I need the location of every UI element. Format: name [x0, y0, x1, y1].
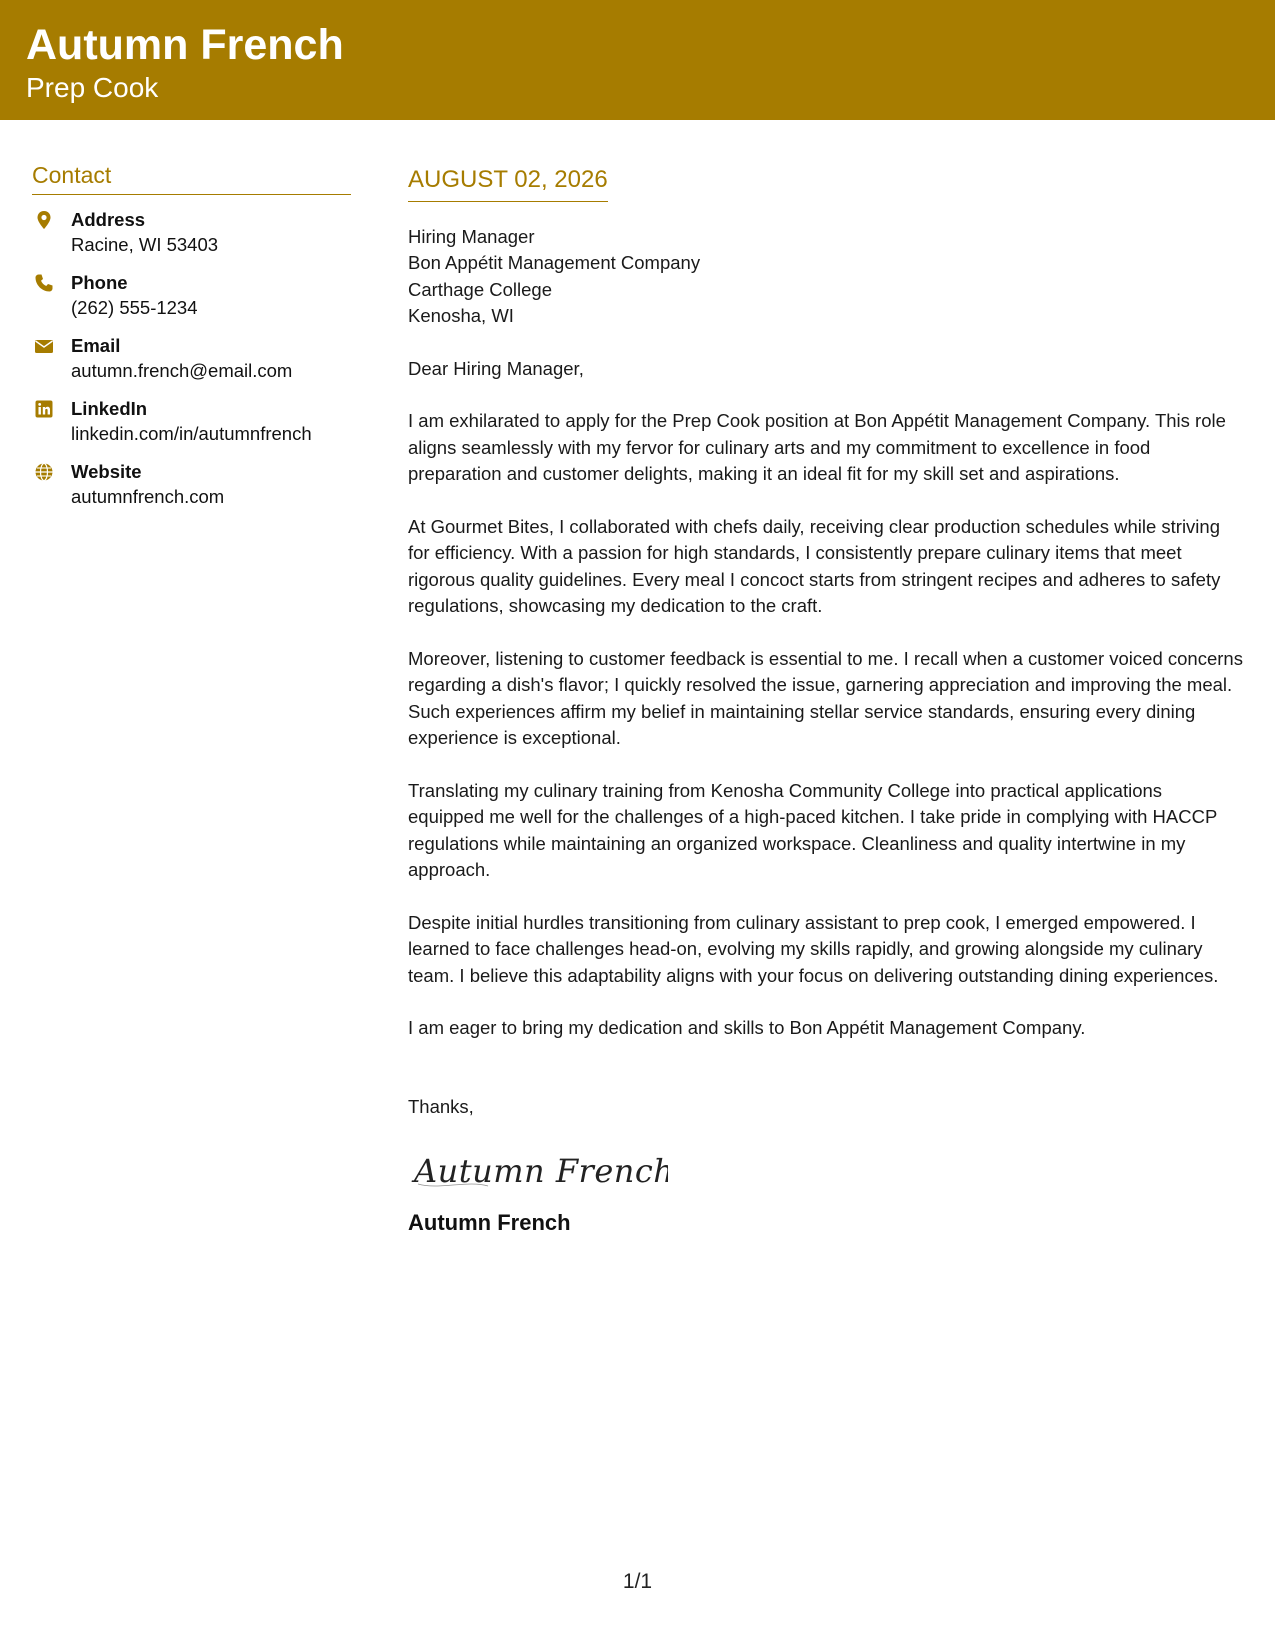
contact-label: Phone — [71, 271, 128, 293]
letter-paragraph: At Gourmet Bites, I collaborated with chefs daily, receiving clear production schedules while striving for efficiency. With a passion for high standards, I consistently prepare culinary items that meet rigorous quality guidelines. Every meal I concoct starts from stringent recipes and adheres to safety regulations, showcasing my dedication to the craft. — [408, 515, 1221, 617]
linkedin-value[interactable]: linkedin.com/in/autumnfrench — [71, 422, 312, 444]
letter-body — [408, 166, 1243, 1236]
linkedin-icon — [34, 399, 54, 419]
contact-item-website — [32, 459, 352, 522]
contact-label: Address — [71, 208, 146, 230]
email-value[interactable]: autumn.french@email.com — [71, 359, 293, 381]
globe-icon — [34, 462, 54, 482]
page-number: 1/1 — [622, 1570, 653, 1593]
recipient-line: Bon Appétit Management Company — [408, 252, 701, 274]
contact-label: Website — [71, 460, 142, 482]
salutation: Dear Hiring Manager, — [408, 357, 584, 379]
recipient-line: Kenosha, WI — [408, 305, 514, 327]
handwritten-signature — [408, 1140, 668, 1200]
contact-item-linkedin — [32, 396, 352, 459]
svg-text:Autumn French: Autumn French — [414, 1152, 668, 1191]
contact-heading: Contact — [32, 162, 351, 195]
recipient-line: Carthage College — [408, 278, 552, 300]
letter-paragraph: Moreover, listening to customer feedback is essential to me. I recall when a customer voiced concerns regarding a dish's flavor; I quickly resolved the issue, garnering appreciation and improving the meal. Such experiences affirm my belief in maintaining stellar service standards, ensuring every dining experience is exceptional. — [408, 647, 1243, 749]
applicant-name: Autumn French — [26, 21, 344, 69]
location-pin-icon — [34, 210, 54, 230]
header-banner — [0, 0, 1275, 120]
contact-item-email — [32, 333, 352, 396]
website-value[interactable]: autumnfrench.com — [71, 485, 225, 507]
contact-label: LinkedIn — [71, 397, 148, 419]
contact-list — [32, 207, 352, 522]
envelope-icon — [34, 336, 54, 356]
contact-sidebar — [32, 162, 352, 522]
letter-date: AUGUST 02, 2026 — [408, 166, 608, 202]
applicant-job-title: Prep Cook — [26, 72, 159, 103]
signer-name: Autumn French — [408, 1210, 571, 1236]
contact-label: Email — [71, 334, 121, 356]
recipient-block — [408, 224, 1243, 330]
letter-paragraph: Despite initial hurdles transitioning from culinary assistant to prep cook, I emerged empowered. I learned to face challenges head-on, evolving my skills rapidly, and growing alongside my culinary team. I believe this adaptability aligns with your focus on delivering outstanding dining experiences. — [408, 911, 1219, 986]
contact-item-address — [32, 207, 352, 270]
address-value: Racine, WI 53403 — [71, 233, 219, 255]
recipient-line: Hiring Manager — [408, 225, 535, 247]
closing: Thanks, — [408, 1095, 474, 1117]
letter-paragraph: I am eager to bring my dedication and skills to Bon Appétit Management Company. — [408, 1017, 1086, 1039]
contact-item-phone — [32, 270, 352, 333]
letter-paragraph: Translating my culinary training from Kenosha Community College into practical applications equipped me well for the challenges of a high-paced kitchen. I take pride in complying with HACCP regulations while maintaining an organized workspace. Cleanliness and quality intertwine in my approach. — [408, 779, 1217, 881]
phone-icon — [34, 273, 54, 293]
letter-paragraph: I am exhilarated to apply for the Prep Cook position at Bon Appétit Management Company. This role aligns seamlessly with my fervor for culinary arts and my commitment to excellence in food preparation and customer delights, making it an ideal fit for my skill set and aspirations. — [408, 410, 1226, 485]
phone-value: (262) 555-1234 — [71, 296, 198, 318]
